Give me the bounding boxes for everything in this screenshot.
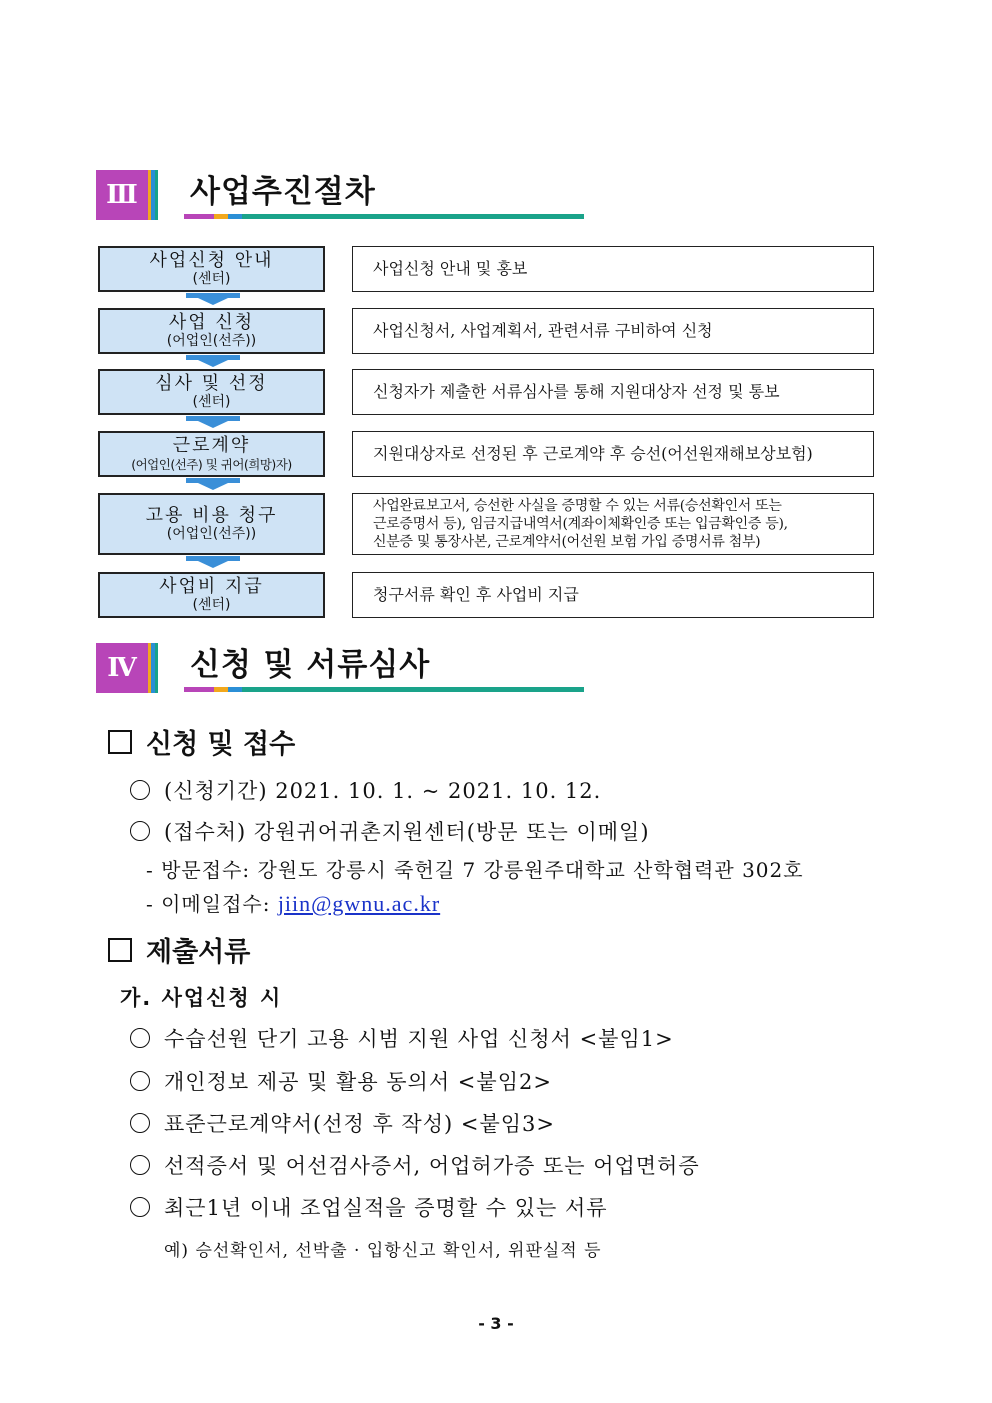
flow-step-1 <box>98 246 325 292</box>
apply-visit: - 방문접수: 강원도 강릉시 죽헌길 7 강릉원주대학교 산학협력관 302호 <box>146 858 804 882</box>
docs-item-1 <box>130 1023 674 1053</box>
flow-step-title: 고용 비용 청구 <box>145 504 278 526</box>
circle-bullet-icon <box>130 821 150 841</box>
flow-step-3-desc <box>352 369 874 415</box>
flow-step-actor: (어업인(선주) 및 귀어(희망)자) <box>131 456 292 472</box>
flow-step-2-desc <box>352 308 874 354</box>
flow-step-6 <box>98 572 325 618</box>
flow-step-2 <box>98 308 325 354</box>
apply-heading-text: 신청 및 접수 <box>146 729 296 760</box>
down-arrow-icon <box>186 355 240 367</box>
flow-desc-line: 신분증 및 통장사본, 근로계약서(어선원 보험 가입 증명서류 첨부) <box>373 534 761 550</box>
section-title: 사업추진절차 <box>190 174 376 210</box>
square-bullet-icon <box>108 938 132 962</box>
section-number-badge: Ⅳ <box>96 643 148 693</box>
apply-place-text: (접수처) 강원귀어귀촌지원센터(방문 또는 이메일) <box>164 820 650 844</box>
docs-item-text: 개인정보 제공 및 활용 동의서 <붙임2> <box>164 1070 552 1094</box>
apply-period <box>130 775 601 805</box>
flow-step-4-desc <box>352 431 874 477</box>
down-arrow-icon <box>186 478 240 490</box>
circle-bullet-icon <box>130 1197 150 1217</box>
color-stripes <box>148 170 158 220</box>
email-label: - 이메일접수: <box>146 892 278 916</box>
flow-desc-line: 사업신청 안내 및 홍보 <box>373 259 528 278</box>
apply-place <box>130 816 650 846</box>
flow-desc-line: 근로증명서 등), 임금지급내역서(계좌이체확인증 또는 입금확인증 등), <box>373 516 788 532</box>
docs-item-2 <box>130 1066 552 1096</box>
down-arrow-icon <box>186 293 240 305</box>
apply-email-line <box>146 888 440 917</box>
flow-step-actor: (센터) <box>192 596 231 613</box>
square-bullet-icon <box>108 730 132 754</box>
page-number: - 3 - <box>478 1314 514 1333</box>
docs-item-3 <box>130 1108 555 1138</box>
flow-step-actor: (센터) <box>192 393 231 410</box>
color-stripes <box>148 643 158 693</box>
circle-bullet-icon <box>130 1155 150 1175</box>
docs-subheading: 가. 사업신청 시 <box>120 986 283 1010</box>
circle-bullet-icon <box>130 1071 150 1091</box>
section-4-header <box>96 643 584 697</box>
flow-step-title: 사업 신청 <box>168 311 255 333</box>
down-arrow-icon <box>186 556 240 568</box>
down-arrow-icon <box>186 416 240 428</box>
flow-step-actor: (센터) <box>192 270 231 287</box>
flow-step-3 <box>98 369 325 415</box>
flow-step-5-desc <box>352 493 874 555</box>
circle-bullet-icon <box>130 1028 150 1048</box>
docs-example: 예) 승선확인서, 선박출 · 입항신고 확인서, 위판실적 등 <box>164 1241 602 1261</box>
apply-heading <box>108 722 295 761</box>
flow-desc-line: 신청자가 제출한 서류심사를 통해 지원대상자 선정 및 통보 <box>373 382 780 401</box>
title-underline <box>184 687 584 692</box>
flow-step-actor: (어업인(선주)) <box>166 332 257 349</box>
flow-step-1-desc <box>352 246 874 292</box>
section-3-header <box>96 170 584 224</box>
docs-item-5 <box>130 1192 608 1222</box>
flow-step-5 <box>98 493 325 555</box>
circle-bullet-icon <box>130 780 150 800</box>
flow-step-6-desc <box>352 572 874 618</box>
section-title: 신청 및 서류심사 <box>190 647 431 683</box>
docs-item-text: 표준근로계약서(선정 후 작성) <붙임3> <box>164 1112 555 1136</box>
flow-desc-line: 청구서류 확인 후 사업비 지급 <box>373 585 579 604</box>
flow-step-title: 근로계약 <box>172 434 251 456</box>
flow-step-title: 사업신청 안내 <box>149 249 274 271</box>
docs-item-text: 최근1년 이내 조업실적을 증명할 수 있는 서류 <box>164 1196 608 1220</box>
flow-desc-line: 사업완료보고서, 승선한 사실을 증명할 수 있는 서류(승선확인서 또는 <box>373 498 782 514</box>
flow-step-title: 사업비 지급 <box>159 575 264 597</box>
section-number-badge: Ⅲ <box>96 170 148 220</box>
title-underline <box>184 214 584 219</box>
docs-heading-text: 제출서류 <box>146 937 251 968</box>
flow-step-4 <box>98 431 325 477</box>
flow-step-title: 심사 및 선정 <box>155 372 268 394</box>
docs-item-4 <box>130 1150 700 1180</box>
flow-desc-line: 지원대상자로 선정된 후 근로계약 후 승선(어선원재해보상보험) <box>373 444 813 463</box>
docs-item-text: 선적증서 및 어선검사증서, 어업허가증 또는 어업면허증 <box>164 1154 700 1178</box>
email-link[interactable]: jiin@gwnu.ac.kr <box>277 891 441 916</box>
flow-desc-line: 사업신청서, 사업계획서, 관련서류 구비하여 신청 <box>373 321 713 340</box>
flow-step-actor: (어업인(선주)) <box>166 525 257 542</box>
docs-heading <box>108 930 250 969</box>
docs-item-text: 수습선원 단기 고용 시범 지원 사업 신청서 <붙임1> <box>164 1027 674 1051</box>
circle-bullet-icon <box>130 1113 150 1133</box>
apply-period-text: (신청기간) 2021. 10. 1. ~ 2021. 10. 12. <box>164 779 602 803</box>
